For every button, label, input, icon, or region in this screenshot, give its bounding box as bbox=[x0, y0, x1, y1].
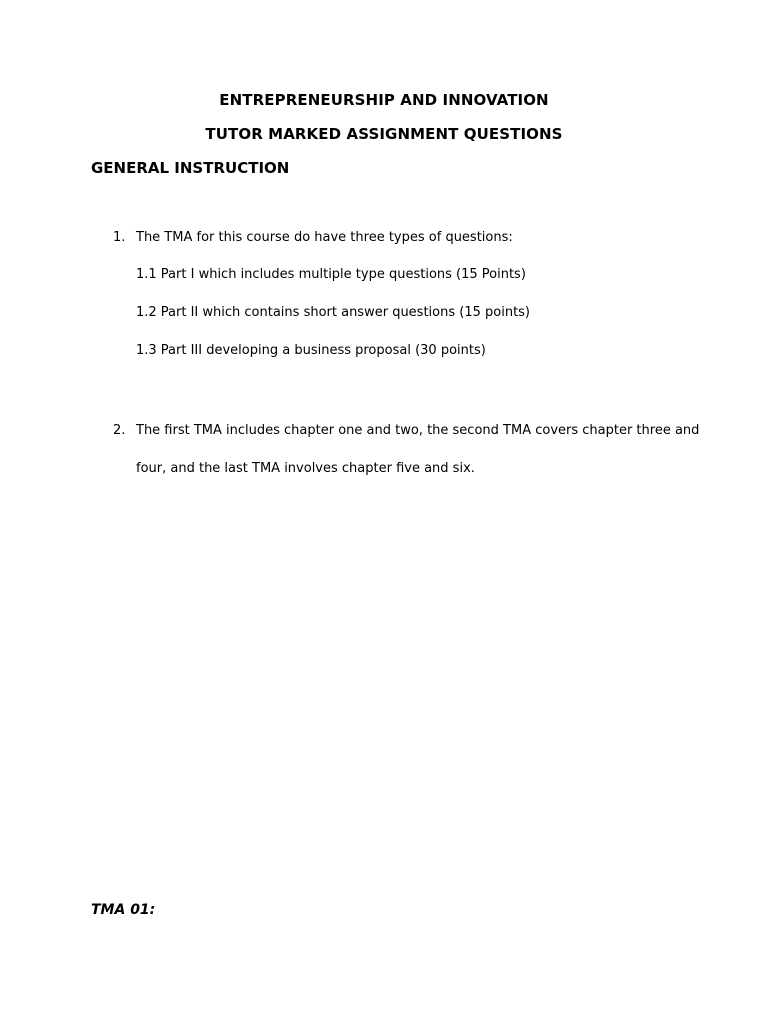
list-item-number: 1. bbox=[113, 230, 126, 245]
tma-label: TMA 01: bbox=[91, 902, 156, 918]
list-item-text: The TMA for this course do have three types of questions: bbox=[136, 230, 513, 245]
list-item-text-line: The first TMA includes chapter one and two, the second TMA covers chapter three and bbox=[136, 423, 700, 438]
document-title: ENTREPRENEURSHIP AND INNOVATION bbox=[219, 91, 549, 109]
sub-item: 1.2 Part II which contains short answer questions (15 points) bbox=[136, 305, 531, 320]
list-item-number: 2. bbox=[113, 423, 126, 438]
sub-item: 1.1 Part I which includes multiple type questions (15 Points) bbox=[136, 267, 526, 282]
section-heading: GENERAL INSTRUCTION bbox=[91, 159, 290, 177]
sub-item: 1.3 Part III developing a business proposal (30 points) bbox=[136, 343, 486, 358]
document-subtitle: TUTOR MARKED ASSIGNMENT QUESTIONS bbox=[205, 125, 563, 143]
list-item-text-line: four, and the last TMA involves chapter five and six. bbox=[136, 461, 475, 476]
